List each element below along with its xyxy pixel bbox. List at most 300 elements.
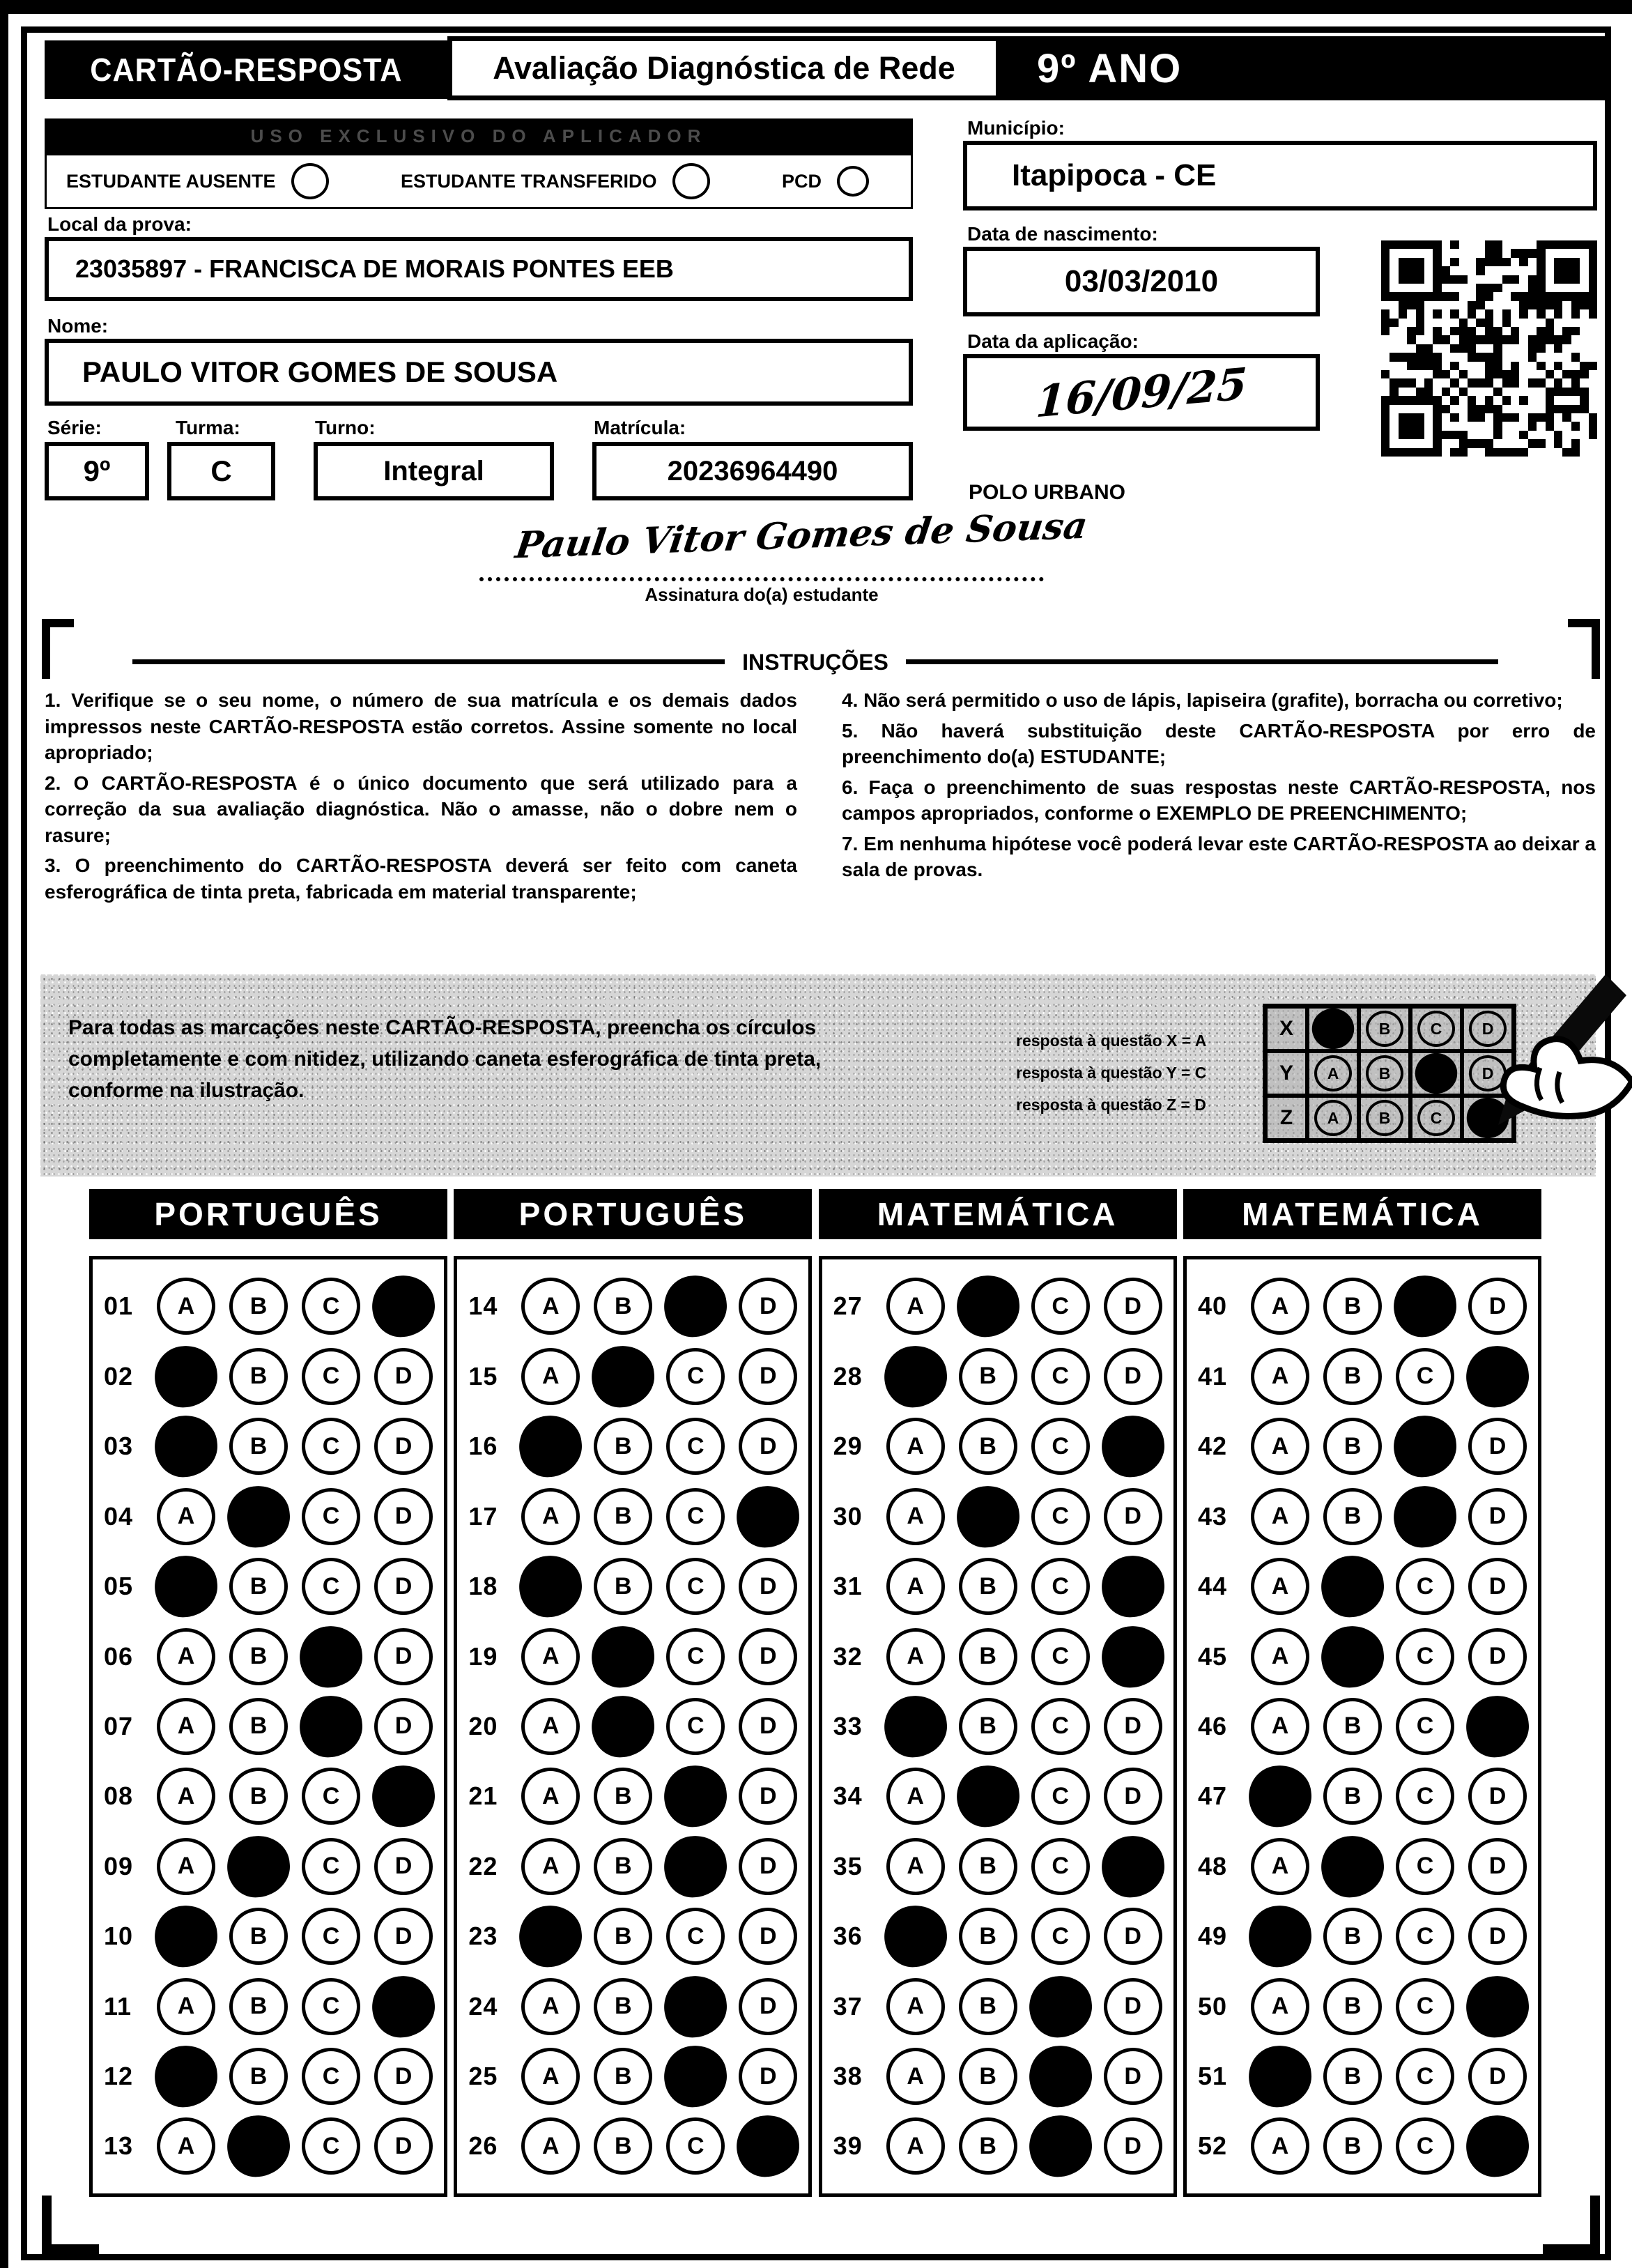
answer-bubble-A[interactable] xyxy=(886,1278,945,1335)
status-label: ESTUDANTE AUSENTE xyxy=(66,170,276,192)
answer-bubble-A[interactable] xyxy=(521,2048,580,2105)
answer-bubble-B[interactable] xyxy=(594,1978,652,2035)
answer-bubble-D[interactable] xyxy=(1104,1348,1162,1405)
answer-bubble-D[interactable] xyxy=(374,2117,433,2175)
question-row xyxy=(1198,2117,1538,2175)
answer-bubble-B[interactable] xyxy=(959,1978,1017,2035)
answer-bubble-A[interactable] xyxy=(1251,1628,1309,1685)
bubble-letter: C xyxy=(687,1713,705,1740)
answer-bubble-D[interactable] xyxy=(374,1908,433,1965)
bubble-letter: A xyxy=(542,2132,560,2159)
answer-bubble-D[interactable] xyxy=(739,2048,797,2105)
answer-bubble-A[interactable] xyxy=(1246,2043,1315,2110)
answer-bubble-A[interactable] xyxy=(521,1838,580,1895)
answer-bubble-C[interactable] xyxy=(666,1418,725,1475)
answer-bubble-C[interactable] xyxy=(297,1693,366,1761)
answer-bubble-C[interactable] xyxy=(1396,1838,1454,1895)
answer-bubble-C[interactable] xyxy=(1031,1698,1090,1755)
answer-bubble-D[interactable] xyxy=(374,1628,433,1685)
answer-bubble-D[interactable] xyxy=(1463,1972,1532,2040)
question-row xyxy=(1198,1418,1538,1475)
scan-edge-left xyxy=(0,0,8,2268)
question-number: 43 xyxy=(1197,1501,1228,1531)
bubble-letter: A xyxy=(542,1993,560,2020)
answer-bubble-D[interactable] xyxy=(1468,1768,1527,1825)
answer-bubble-D[interactable] xyxy=(1104,1978,1162,2035)
answer-bubble-D[interactable] xyxy=(1104,1698,1162,1755)
answer-bubble-C[interactable] xyxy=(1031,1348,1090,1405)
answer-bubble-B[interactable] xyxy=(229,1698,288,1755)
answer-bubble-C[interactable] xyxy=(1031,1628,1090,1685)
divider xyxy=(906,659,1498,664)
registration-mark xyxy=(1592,619,1600,679)
answer-bubble-D[interactable] xyxy=(1468,1558,1527,1615)
question-row xyxy=(104,1768,444,1825)
answer-bubble-C[interactable] xyxy=(302,2048,360,2105)
answer-bubble-A[interactable] xyxy=(157,1838,215,1895)
answer-bubble-B[interactable] xyxy=(594,1418,652,1475)
question-row xyxy=(104,1418,444,1475)
answer-bubble-D[interactable] xyxy=(1468,1278,1527,1335)
answer-bubble-B[interactable] xyxy=(1323,1908,1382,1965)
answer-bubble-D[interactable] xyxy=(374,1488,433,1545)
serie-label: Série: xyxy=(47,417,102,438)
answer-bubble-A[interactable] xyxy=(521,1488,580,1545)
answer-bubble-B[interactable] xyxy=(594,1908,652,1965)
answer-bubble-C[interactable] xyxy=(1031,1908,1090,1965)
question-row xyxy=(833,1488,1173,1545)
answer-bubble-C[interactable] xyxy=(1031,1278,1090,1335)
answer-bubble-A[interactable] xyxy=(1251,1838,1309,1895)
answer-bubble-B[interactable] xyxy=(594,1278,652,1335)
aplicacao-label: Data da aplicação: xyxy=(967,330,1139,352)
question-number: 24 xyxy=(468,1991,498,2021)
nome-box xyxy=(45,339,913,406)
answer-bubble-B[interactable] xyxy=(953,1763,1022,1830)
answer-bubble-C[interactable] xyxy=(666,1558,725,1615)
answer-bubble-D[interactable] xyxy=(734,2113,803,2180)
answer-bubble-C[interactable] xyxy=(1026,2043,1095,2110)
answer-bubble-A[interactable] xyxy=(157,2117,215,2175)
answer-bubble-B[interactable] xyxy=(1323,1488,1382,1545)
bubble-letter: D xyxy=(1488,1922,1507,1949)
bubble-letter: A xyxy=(907,1503,924,1530)
answer-bubble-D[interactable] xyxy=(1098,1623,1167,1690)
serie-box xyxy=(45,442,149,500)
answer-bubble-C[interactable] xyxy=(302,1838,360,1895)
answer-bubble-A[interactable] xyxy=(886,1488,945,1545)
answer-bubble-B[interactable] xyxy=(959,1838,1017,1895)
local-label: Local da prova: xyxy=(47,213,192,235)
answer-bubble-A[interactable] xyxy=(886,2048,945,2105)
answer-bubble-C[interactable] xyxy=(1391,1482,1460,1550)
answer-bubble-D[interactable] xyxy=(369,1972,438,2040)
question-number: 02 xyxy=(104,1361,134,1390)
answer-bubble-A[interactable] xyxy=(521,1978,580,2035)
answer-bubble-B[interactable] xyxy=(1323,1698,1382,1755)
answer-bubble-A[interactable] xyxy=(516,1553,585,1620)
exam-title-box xyxy=(447,36,1001,100)
bubble-letter: C xyxy=(1416,1643,1434,1670)
bubble-letter: B xyxy=(615,1782,632,1809)
question-row xyxy=(833,1698,1173,1755)
question-number: 07 xyxy=(104,1711,134,1740)
answer-bubble-B[interactable] xyxy=(229,1628,288,1685)
question-number: 37 xyxy=(833,1991,863,2021)
answer-bubble-B[interactable] xyxy=(1318,1553,1387,1620)
answer-bubble-D[interactable] xyxy=(739,1908,797,1965)
answer-bubble-A[interactable] xyxy=(1251,1558,1309,1615)
answer-bubble-C[interactable] xyxy=(666,1348,725,1405)
answer-bubble-A[interactable] xyxy=(521,2117,580,2175)
answer-bubble-D[interactable] xyxy=(739,1838,797,1895)
bubble-letter: C xyxy=(322,1853,340,1880)
answer-bubble-A[interactable] xyxy=(1251,1698,1309,1755)
answer-bubble-B[interactable] xyxy=(1323,1278,1382,1335)
answer-bubble-B[interactable] xyxy=(959,1348,1017,1405)
answer-bubble-D[interactable] xyxy=(1463,1343,1532,1411)
answer-bubble-B[interactable] xyxy=(959,1698,1017,1755)
answer-bubble-A[interactable] xyxy=(881,1693,950,1761)
answer-bubble-A[interactable] xyxy=(157,1698,215,1755)
answer-bubble-A[interactable] xyxy=(886,1768,945,1825)
answer-bubble-C[interactable] xyxy=(1396,1348,1454,1405)
question-row xyxy=(833,1418,1173,1475)
answer-bubble-D[interactable] xyxy=(739,1418,797,1475)
bubble-letter: B xyxy=(1344,1363,1362,1390)
answer-bubble-C[interactable] xyxy=(666,2117,725,2175)
question-number: 32 xyxy=(833,1641,863,1671)
answer-bubble-A[interactable] xyxy=(152,1553,221,1620)
answer-bubble-C[interactable] xyxy=(1396,1698,1454,1755)
answer-bubble-B[interactable] xyxy=(594,1558,652,1615)
bubble-letter: A xyxy=(1271,1363,1289,1390)
question-number: 33 xyxy=(833,1711,863,1740)
answer-bubble-D[interactable] xyxy=(369,1273,438,1340)
answer-bubble-D[interactable] xyxy=(734,1482,803,1550)
answer-bubble-C[interactable] xyxy=(302,1978,360,2035)
answer-bubble-C[interactable] xyxy=(1031,1418,1090,1475)
answer-bubble-B[interactable] xyxy=(229,1348,288,1405)
bubble-letter: C xyxy=(687,1432,705,1459)
answer-bubble-C[interactable] xyxy=(1391,1273,1460,1340)
question-row xyxy=(1198,1838,1538,1895)
answer-grid xyxy=(819,1256,1177,2197)
answer-bubble-A[interactable] xyxy=(886,1978,945,2035)
answer-bubble-C[interactable] xyxy=(1396,1558,1454,1615)
answer-bubble-A[interactable] xyxy=(886,1628,945,1685)
example-row-label: X xyxy=(1268,1009,1309,1049)
answer-bubble-A[interactable] xyxy=(1251,1278,1309,1335)
bubble-letter: D xyxy=(1488,1432,1507,1459)
answer-bubble-B[interactable] xyxy=(953,1273,1022,1340)
answer-bubble-C[interactable] xyxy=(302,1418,360,1475)
answer-bubble-B[interactable] xyxy=(229,1768,288,1825)
bubble-letter: C xyxy=(322,2062,340,2090)
answer-bubble-C[interactable] xyxy=(1031,1488,1090,1545)
answer-bubble-B[interactable] xyxy=(1323,1768,1382,1825)
answer-bubble-D[interactable] xyxy=(739,1278,797,1335)
question-number: 20 xyxy=(468,1711,498,1740)
bubble-letter: B xyxy=(615,2132,632,2159)
answer-bubble-C[interactable] xyxy=(302,1348,360,1405)
answer-bubble-A[interactable] xyxy=(886,1838,945,1895)
answer-bubble-C[interactable] xyxy=(302,2117,360,2175)
answer-bubble-D[interactable] xyxy=(1104,2048,1162,2105)
answer-bubble-D[interactable] xyxy=(739,1978,797,2035)
answer-bubble-B[interactable] xyxy=(589,1623,658,1690)
answer-bubble-D[interactable] xyxy=(1098,1832,1167,1900)
transferido-checkbox[interactable] xyxy=(672,163,710,199)
answer-bubble-D[interactable] xyxy=(1463,1693,1532,1761)
bubble-letter: C xyxy=(687,1922,705,1949)
answer-bubble-C[interactable] xyxy=(1026,1972,1095,2040)
question-number: 05 xyxy=(104,1572,134,1601)
answer-bubble-D[interactable] xyxy=(739,1558,797,1615)
answer-bubble-B[interactable] xyxy=(229,1278,288,1335)
bubble-letter: C xyxy=(1052,1572,1069,1600)
answer-bubble-B[interactable] xyxy=(229,1978,288,2035)
answer-bubble-B[interactable] xyxy=(1318,1623,1387,1690)
answer-bubble-D[interactable] xyxy=(374,1838,433,1895)
answer-bubble-A[interactable] xyxy=(1251,2117,1309,2175)
answer-bubble-C[interactable] xyxy=(1031,1838,1090,1895)
ausente-checkbox[interactable] xyxy=(291,163,329,199)
answer-bubble-B[interactable] xyxy=(1323,2048,1382,2105)
answer-bubble-C[interactable] xyxy=(1031,1768,1090,1825)
answer-bubble-A[interactable] xyxy=(1251,1418,1309,1475)
question-number: 29 xyxy=(833,1432,863,1461)
answer-bubble-C[interactable] xyxy=(661,1273,730,1340)
answer-bubble-A[interactable] xyxy=(1246,1903,1315,1970)
answer-bubble-D[interactable] xyxy=(374,1698,433,1755)
answer-bubble-D[interactable] xyxy=(1463,2113,1532,2180)
answer-bubble-D[interactable] xyxy=(1104,1488,1162,1545)
answer-bubble-C[interactable] xyxy=(666,1628,725,1685)
registration-mark xyxy=(42,2244,99,2254)
question-number: 13 xyxy=(104,2131,134,2161)
question-row xyxy=(468,1558,808,1615)
answer-bubble-B[interactable] xyxy=(229,1418,288,1475)
answer-bubble-A[interactable] xyxy=(886,1418,945,1475)
answer-bubble-B[interactable] xyxy=(953,1482,1022,1550)
answer-bubble-A[interactable] xyxy=(157,1488,215,1545)
answer-bubble-D[interactable] xyxy=(374,2048,433,2105)
answer-bubble-A[interactable] xyxy=(157,1628,215,1685)
question-row xyxy=(468,1348,808,1405)
answer-bubble-C[interactable] xyxy=(666,1908,725,1965)
answer-bubble-D[interactable] xyxy=(1468,2048,1527,2105)
nascimento-label: Data de nascimento: xyxy=(967,223,1158,245)
bubble-letter: A xyxy=(542,1292,560,1319)
answer-bubble-D[interactable] xyxy=(1098,1413,1167,1480)
answer-bubble-D[interactable] xyxy=(1468,1488,1527,1545)
answer-bubble-B[interactable] xyxy=(959,2048,1017,2105)
answer-bubble-B[interactable] xyxy=(959,1908,1017,1965)
answer-bubble-B[interactable] xyxy=(594,2048,652,2105)
answer-bubble-C[interactable] xyxy=(661,1832,730,1900)
answer-bubble-A[interactable] xyxy=(157,1978,215,2035)
scan-edge-top xyxy=(0,0,1632,14)
answer-bubble-A[interactable] xyxy=(521,1698,580,1755)
answer-bubble-D[interactable] xyxy=(374,1558,433,1615)
answer-bubble-B[interactable] xyxy=(594,1838,652,1895)
question-number: 52 xyxy=(1197,2131,1228,2161)
answer-bubble-C[interactable] xyxy=(1396,2117,1454,2175)
answer-bubble-D[interactable] xyxy=(739,1768,797,1825)
answer-bubble-D[interactable] xyxy=(1098,1553,1167,1620)
answer-bubble-A[interactable] xyxy=(152,2043,221,2110)
question-row xyxy=(833,1768,1173,1825)
answer-bubble-C[interactable] xyxy=(1391,1413,1460,1480)
answer-bubble-A[interactable] xyxy=(157,1278,215,1335)
question-number: 14 xyxy=(468,1292,498,1321)
answer-bubble-C[interactable] xyxy=(1031,1558,1090,1615)
answer-bubble-C[interactable] xyxy=(1396,1628,1454,1685)
answer-bubble-B[interactable] xyxy=(229,1558,288,1615)
answer-bubble-D[interactable] xyxy=(1468,1838,1527,1895)
hand-pen-illustration xyxy=(1423,970,1632,1158)
answer-section-4 xyxy=(1183,1189,1541,2197)
section-title: MATEMÁTICA xyxy=(819,1189,1177,1239)
answer-bubble-C[interactable] xyxy=(297,1623,366,1690)
answer-bubble-B[interactable] xyxy=(229,2048,288,2105)
answer-bubble-C[interactable] xyxy=(1396,1908,1454,1965)
bubble-letter: B xyxy=(615,1503,632,1530)
answer-bubble-A[interactable] xyxy=(521,1628,580,1685)
answer-bubble-A[interactable] xyxy=(1251,1348,1309,1405)
question-number: 46 xyxy=(1197,1711,1228,1740)
answer-bubble-B[interactable] xyxy=(959,2117,1017,2175)
answer-bubble-C[interactable] xyxy=(1396,1768,1454,1825)
answer-bubble-D[interactable] xyxy=(1104,1768,1162,1825)
answer-bubble-A[interactable] xyxy=(1251,1488,1309,1545)
answer-bubble-A[interactable] xyxy=(521,1348,580,1405)
answer-bubble-D[interactable] xyxy=(1468,1628,1527,1685)
question-row xyxy=(468,1628,808,1685)
answer-bubble-D[interactable] xyxy=(739,1628,797,1685)
bubble-letter: A xyxy=(1271,1993,1289,2020)
applicator-bar-label: USO EXCLUSIVO DO APLICADOR xyxy=(250,125,707,146)
bubble-letter: A xyxy=(1271,1643,1289,1670)
answer-bubble-A[interactable] xyxy=(516,1413,585,1480)
nascimento-value: 03/03/2010 xyxy=(1064,264,1219,298)
answer-bubble-B[interactable] xyxy=(1323,1418,1382,1475)
answer-bubble-C[interactable] xyxy=(661,2043,730,2110)
bubble-letter: D xyxy=(760,1993,777,2020)
answer-bubble-C[interactable] xyxy=(1396,2048,1454,2105)
answer-bubble-B[interactable] xyxy=(1323,1978,1382,2035)
bubble-letter: B xyxy=(1344,1432,1362,1459)
answer-bubble-B[interactable] xyxy=(229,1908,288,1965)
answer-bubble-D[interactable] xyxy=(374,1348,433,1405)
bubble-letter: C xyxy=(687,1363,705,1390)
answer-bubble-B[interactable] xyxy=(959,1628,1017,1685)
answer-bubble-A[interactable] xyxy=(152,1343,221,1411)
question-number: 15 xyxy=(468,1361,498,1390)
bubble-letter: C xyxy=(322,1292,340,1319)
answer-bubble-C[interactable] xyxy=(666,1698,725,1755)
answer-grid xyxy=(1183,1256,1541,2197)
bubble-letter: D xyxy=(394,1853,413,1880)
answer-bubble-D[interactable] xyxy=(739,1698,797,1755)
bubble-letter: C xyxy=(1416,1572,1434,1600)
answer-bubble-D[interactable] xyxy=(369,1763,438,1830)
answer-bubble-A[interactable] xyxy=(881,1903,950,1970)
answer-bubble-C[interactable] xyxy=(302,1558,360,1615)
answer-bubble-A[interactable] xyxy=(521,1278,580,1335)
answer-bubble-D[interactable] xyxy=(374,1418,433,1475)
answer-bubble-B[interactable] xyxy=(959,1418,1017,1475)
answer-bubble-B[interactable] xyxy=(1318,1832,1387,1900)
bubble-letter: C xyxy=(322,1993,340,2020)
answer-bubble-C[interactable] xyxy=(302,1908,360,1965)
answer-bubble-B[interactable] xyxy=(594,1768,652,1825)
question-row xyxy=(104,1908,444,1965)
question-row xyxy=(1198,2048,1538,2105)
answer-bubble-D[interactable] xyxy=(1468,1418,1527,1475)
answer-bubble-B[interactable] xyxy=(594,1488,652,1545)
bubble-letter: B xyxy=(615,1292,632,1319)
answer-bubble-A[interactable] xyxy=(886,1558,945,1615)
answer-bubble-A[interactable] xyxy=(152,1903,221,1970)
answer-bubble-A[interactable] xyxy=(152,1413,221,1480)
signature-handwritten: Paulo Vitor Gomes de Sousa xyxy=(512,504,1091,567)
answer-bubble-B[interactable] xyxy=(224,1482,293,1550)
answer-bubble-B[interactable] xyxy=(589,1693,658,1761)
pcd-checkbox[interactable] xyxy=(837,166,869,197)
answer-bubble-A[interactable] xyxy=(516,1903,585,1970)
answer-bubble-C[interactable] xyxy=(302,1768,360,1825)
answer-bubble-C[interactable] xyxy=(302,1488,360,1545)
answer-bubble-D[interactable] xyxy=(1104,1278,1162,1335)
answer-bubble-C[interactable] xyxy=(1396,1978,1454,2035)
answer-bubble-A[interactable] xyxy=(886,2117,945,2175)
answer-bubble-B[interactable] xyxy=(224,2113,293,2180)
answer-bubble-C[interactable] xyxy=(661,1763,730,1830)
answer-bubble-D[interactable] xyxy=(1468,1908,1527,1965)
answer-bubble-B[interactable] xyxy=(594,2117,652,2175)
answer-bubble-B[interactable] xyxy=(589,1343,658,1411)
answer-bubble-C[interactable] xyxy=(302,1278,360,1335)
answer-bubble-A[interactable] xyxy=(521,1768,580,1825)
answer-bubble-A[interactable] xyxy=(1246,1763,1315,1830)
answer-bubble-C[interactable] xyxy=(661,1972,730,2040)
answer-bubble-A[interactable] xyxy=(157,1768,215,1825)
answer-bubble-B[interactable] xyxy=(1323,1348,1382,1405)
answer-bubble-D[interactable] xyxy=(1104,2117,1162,2175)
answer-bubble-D[interactable] xyxy=(1104,1908,1162,1965)
answer-bubble-B[interactable] xyxy=(224,1832,293,1900)
registration-mark xyxy=(1543,2244,1600,2254)
answer-bubble-C[interactable] xyxy=(1026,2113,1095,2180)
answer-bubble-B[interactable] xyxy=(959,1558,1017,1615)
answer-bubble-A[interactable] xyxy=(1251,1978,1309,2035)
bubble-letter: D xyxy=(394,1922,413,1949)
question-row xyxy=(1198,1558,1538,1615)
bubble-letter: D xyxy=(394,1432,413,1459)
answer-section-1 xyxy=(89,1189,447,2197)
answer-bubble-D[interactable] xyxy=(739,1348,797,1405)
bubble-letter: C xyxy=(1052,1713,1069,1740)
bubble-letter: A xyxy=(177,1292,195,1319)
answer-bubble-A[interactable] xyxy=(881,1343,950,1411)
answer-bubble-B[interactable] xyxy=(1323,2117,1382,2175)
bubble-letter: A xyxy=(1271,1503,1289,1530)
question-number: 30 xyxy=(833,1501,863,1531)
bubble-letter: C xyxy=(1416,2062,1434,2090)
answer-bubble-C[interactable] xyxy=(666,1488,725,1545)
